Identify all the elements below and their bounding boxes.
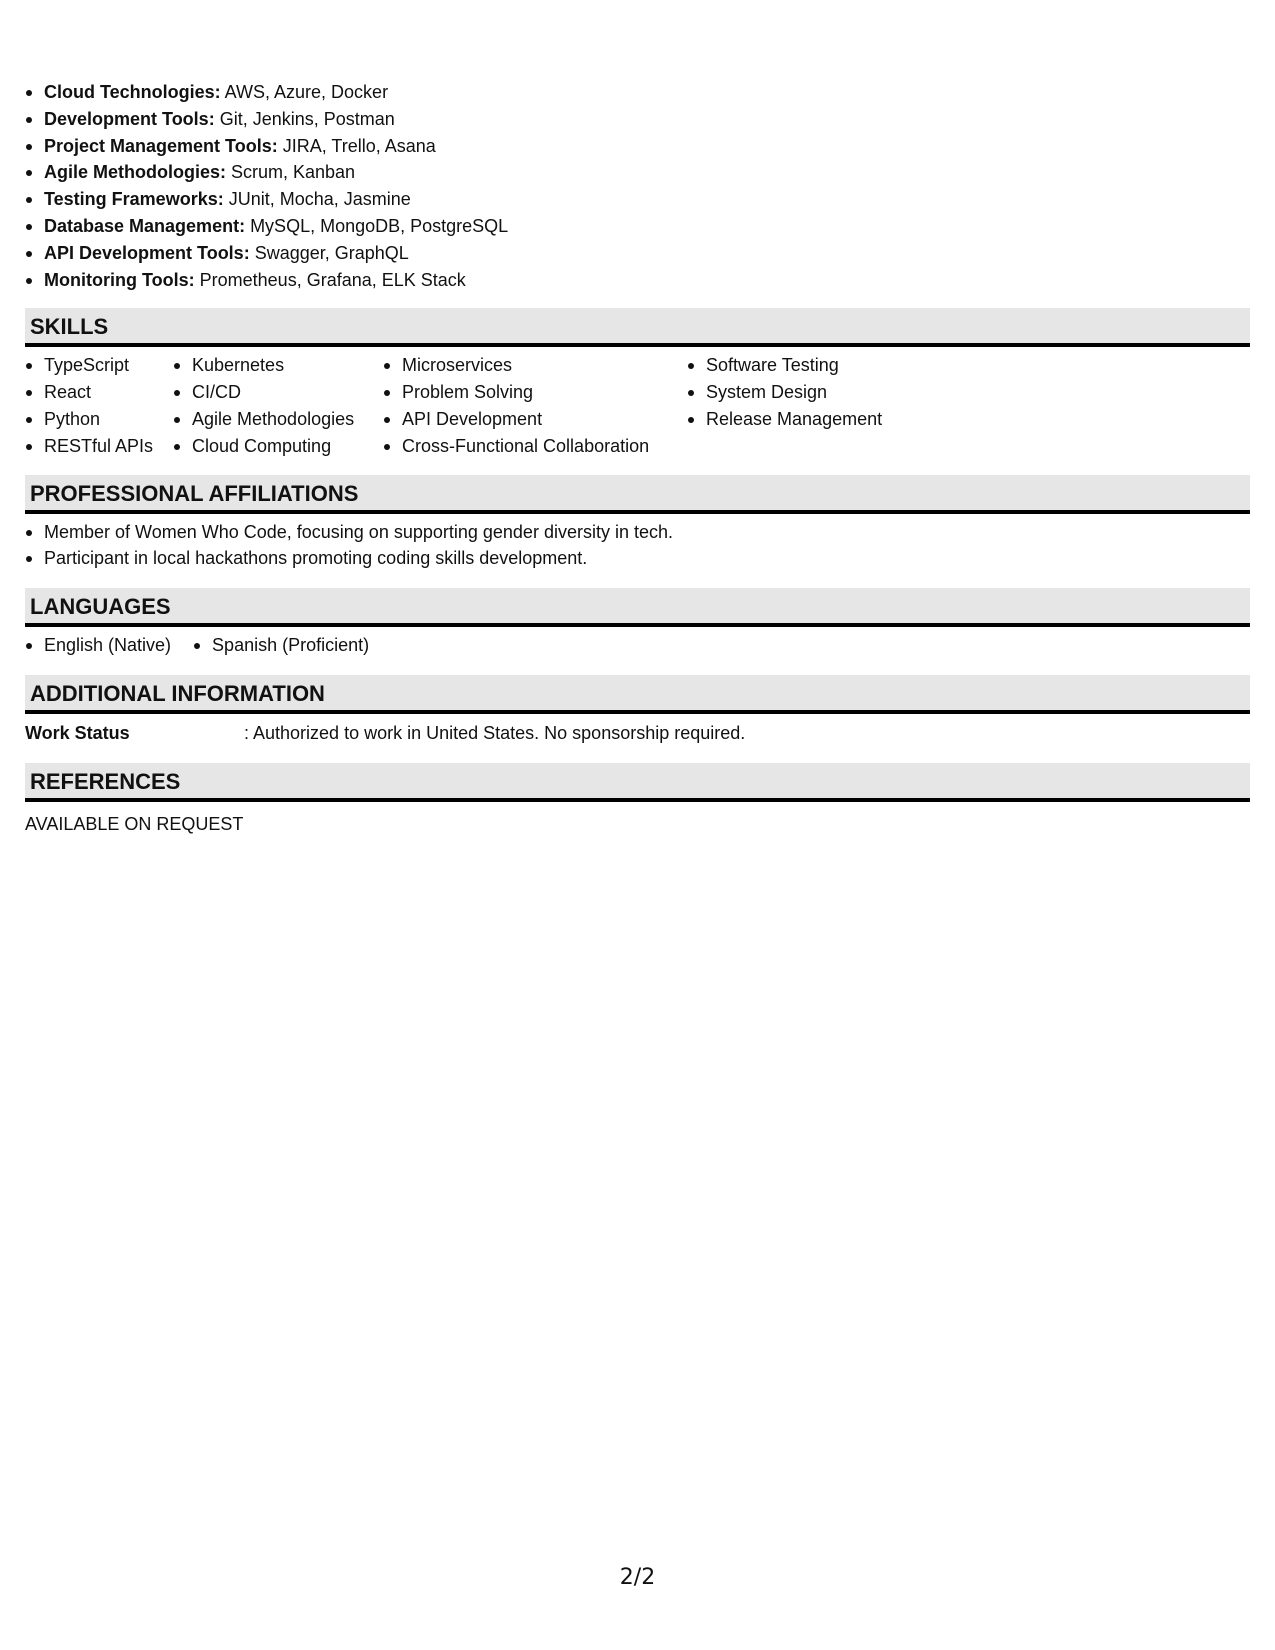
affiliation-item: Member of Women Who Code, focusing on supporting gender diversity in tech. <box>25 519 1250 546</box>
tools-item-testing <box>25 186 1250 213</box>
skill-item: Cloud Computing <box>173 433 359 460</box>
resume-page <box>25 0 1250 837</box>
tools-item-label: API Development Tools: <box>44 242 250 263</box>
skill-item: RESTful APIs <box>25 433 161 460</box>
skills-column-2 <box>173 352 359 459</box>
tools-item-label: Database Management: <box>44 215 246 236</box>
skill-item: Software Testing <box>687 352 882 379</box>
tools-item-database <box>25 213 1250 240</box>
tools-list <box>25 79 1250 293</box>
skills-grid <box>25 352 1250 459</box>
additional-info-section-title: ADDITIONAL INFORMATION <box>25 675 1250 714</box>
tools-item-project-management <box>25 133 1250 160</box>
skill-item: Kubernetes <box>173 352 359 379</box>
skills-column-1 <box>25 352 161 459</box>
tools-item-label: Cloud Technologies: <box>44 82 221 102</box>
tools-item-label: Monitoring Tools: <box>44 269 195 290</box>
tools-item-value: Git, Jenkins, Postman <box>214 108 395 129</box>
tools-item-value: AWS, Azure, Docker <box>220 82 389 102</box>
work-status-label: Work Status <box>25 722 130 743</box>
tools-item-label: Development Tools: <box>44 108 215 129</box>
skill-item: CI/CD <box>173 379 359 406</box>
tools-item-api <box>25 240 1250 267</box>
tools-item-development <box>25 106 1250 133</box>
tools-item-label: Testing Frameworks: <box>44 189 224 210</box>
references-text: AVAILABLE ON REQUEST <box>25 813 244 834</box>
affiliations-list <box>25 519 1250 573</box>
languages-list <box>25 632 1250 659</box>
language-item: English (Native) <box>25 632 171 659</box>
tools-item-value: Scrum, Kanban <box>226 162 356 183</box>
tools-item-label: Agile Methodologies: <box>44 162 226 183</box>
tools-item-value: MySQL, MongoDB, PostgreSQL <box>245 215 509 236</box>
references-section-title: REFERENCES <box>25 763 1250 802</box>
skill-item: Problem Solving <box>383 379 663 406</box>
skill-item: System Design <box>687 379 882 406</box>
skill-item: API Development <box>383 406 663 433</box>
work-status-value: : Authorized to work in United States. No sponsorship required. <box>244 722 746 743</box>
skills-column-3 <box>383 352 663 459</box>
tools-item-monitoring <box>25 267 1250 294</box>
tools-item-value: JIRA, Trello, Asana <box>277 135 436 156</box>
tools-item-value: JUnit, Mocha, Jasmine <box>223 189 411 210</box>
skill-item: Cross-Functional Collaboration <box>383 433 663 460</box>
skill-item: Python <box>25 406 161 433</box>
skill-item: React <box>25 379 161 406</box>
tools-item-cloud <box>25 79 1250 106</box>
affiliations-section-title: PROFESSIONAL AFFILIATIONS <box>25 475 1250 514</box>
tools-item-label: Project Management Tools: <box>44 135 278 156</box>
skills-section-title: SKILLS <box>25 308 1250 347</box>
work-status-row <box>25 720 1250 746</box>
tools-item-value: Prometheus, Grafana, ELK Stack <box>194 269 466 290</box>
skills-column-4 <box>687 352 882 459</box>
affiliation-item: Participant in local hackathons promoting coding skills development. <box>25 545 1250 572</box>
skill-item: TypeScript <box>25 352 161 379</box>
skill-item: Microservices <box>383 352 663 379</box>
skill-item: Agile Methodologies <box>173 406 359 433</box>
page-number: 2/2 <box>619 1565 656 1590</box>
tools-item-agile <box>25 159 1250 186</box>
languages-section-title: LANGUAGES <box>25 588 1250 627</box>
language-item: Spanish (Proficient) <box>193 632 369 659</box>
skill-item: Release Management <box>687 406 882 433</box>
tools-item-value: Swagger, GraphQL <box>249 242 409 263</box>
